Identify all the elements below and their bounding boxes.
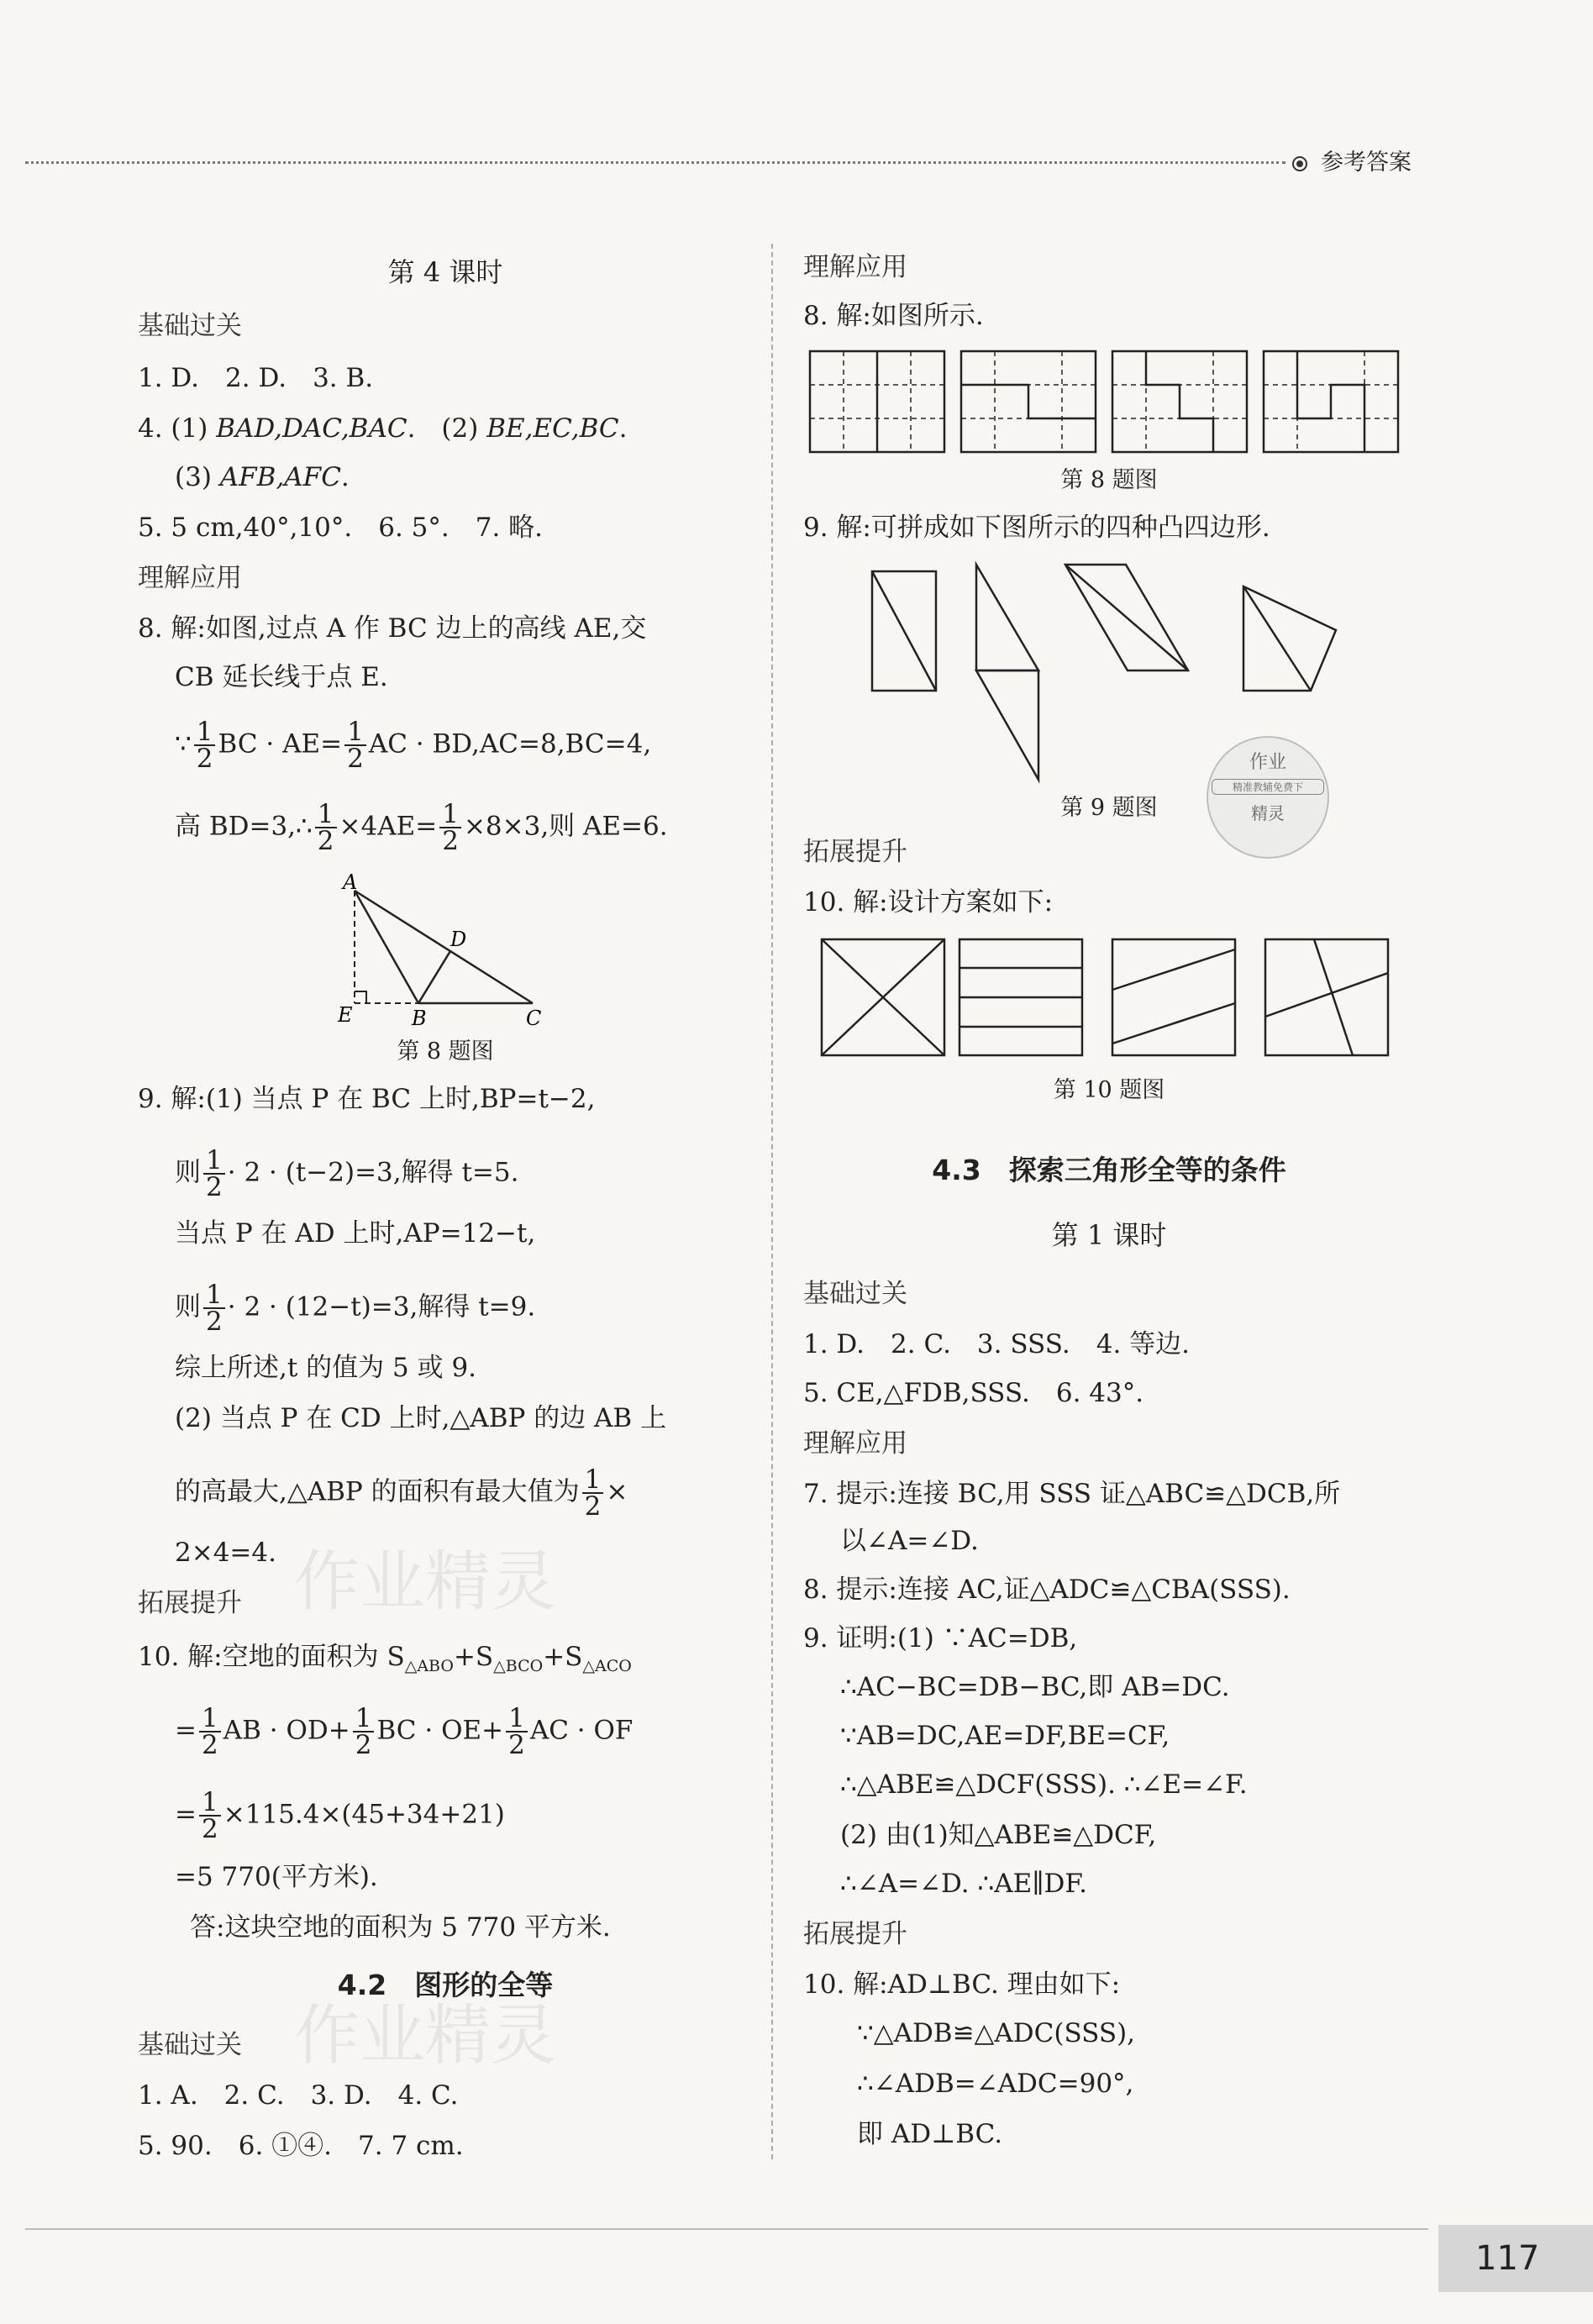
label-e: E (338, 1003, 353, 1027)
text: . (340, 462, 350, 492)
figure-10-designs (815, 934, 1403, 1060)
label-a: A (343, 870, 358, 894)
target-icon (1292, 156, 1307, 171)
fraction-half (199, 1787, 221, 1844)
text: (3) (175, 462, 220, 492)
fraction-half (582, 1464, 604, 1522)
fraction-half (203, 1280, 225, 1337)
text: × (606, 1476, 628, 1507)
watermark: 作业精灵 (294, 1544, 557, 1620)
denominator: 2 (206, 1307, 223, 1337)
answer-line: 9. 解:可拼成如下图所示的四种凸四边形. (803, 513, 1270, 543)
answer-line: ∵△ADB≌△ADC(SSS), (857, 2018, 1136, 2048)
answer-line: ∴∠A=∠D. ∴AE∥DF. (840, 1869, 1087, 1899)
answer-line: CB 延长线于点 E. (175, 662, 388, 692)
section-heading-4-2: 4.2 图形的全等 (337, 1969, 554, 2001)
denominator: 2 (317, 826, 334, 856)
section-basic: 基础过关 (138, 2030, 242, 2060)
section-basic: 基础过关 (803, 1279, 907, 1309)
text: · 2 · (t−2)=3,解得 t=5. (227, 1157, 519, 1188)
answer-line: 9. 证明:(1) ∵AC=DB, (803, 1623, 1078, 1654)
answer-line: 5. CE,△FDB,SSS. 6. 43°. (803, 1378, 1144, 1408)
answer-line: 以∠A=∠D. (840, 1526, 979, 1556)
shape-parallelogram (1065, 565, 1188, 670)
numerator: 1 (506, 1706, 528, 1732)
text: BAD,DAC,BAC (216, 413, 407, 444)
grid-3 (1112, 351, 1247, 452)
answer-line: 2×4=4. (175, 1538, 276, 1568)
section-apply: 理解应用 (138, 563, 242, 593)
numerator: 1 (582, 1467, 604, 1494)
denominator: 2 (206, 1172, 223, 1202)
answer-line: 10. 解:设计方案如下: (803, 887, 1054, 918)
denominator: 2 (442, 826, 459, 856)
text: AC · OF (529, 1715, 634, 1746)
fraction-half (199, 1703, 221, 1760)
section-extend: 拓展提升 (803, 837, 907, 867)
shape-kite (1243, 586, 1336, 691)
numerator: 1 (199, 1790, 221, 1817)
answer-line: 1. A. 2. C. 3. D. 4. C. (138, 2080, 459, 2111)
label-c: C (526, 1007, 542, 1030)
text: 则 (175, 1157, 201, 1188)
answer-line: 8. 提示:连接 AC,证△ADC≌△CBA(SSS). (803, 1575, 1291, 1605)
answer-line: 7. 提示:连接 BC,用 SSS 证△ABC≌△DCB,所 (803, 1479, 1341, 1509)
section-extend: 拓展提升 (138, 1588, 242, 1618)
subscript: △ACO (582, 1657, 632, 1676)
fraction-half (194, 717, 216, 774)
side-ac (355, 891, 533, 1003)
grid-4 (1264, 351, 1398, 452)
text: ×8×3,则 AE=6. (463, 811, 668, 842)
text: AC · BD,AC=8,BC=4, (368, 728, 652, 760)
section-apply: 理解应用 (803, 252, 907, 282)
subscript: △ABO (404, 1657, 454, 1676)
answer-line: (2) 由(1)知△ABE≌△DCF, (840, 1820, 1157, 1850)
numerator: 1 (203, 1148, 225, 1175)
fraction-half (344, 717, 366, 774)
fraction-half (203, 1145, 225, 1202)
answer-line: 1. D. 2. D. 3. B. (138, 363, 374, 393)
text: AFB,AFC (219, 462, 341, 492)
stamp-text: 精准教辅免费下 (1212, 779, 1324, 795)
answer-line: 5. 5 cm,40°,10°. 6. 5°. 7. 略. (138, 513, 544, 543)
fraction-half (506, 1703, 528, 1760)
label-d: D (450, 928, 467, 951)
shape-triangle-stack (976, 565, 1038, 780)
fraction-half (353, 1703, 375, 1760)
answer-line: 8. 解:如图,过点 A 作 BC 边上的高线 AE,交 (138, 613, 647, 644)
numerator: 1 (199, 1706, 221, 1732)
text: 10. 解:空地的面积为 S (138, 1642, 405, 1672)
text: BC · AE= (218, 728, 343, 760)
right-angle-mark (355, 991, 366, 1003)
figure-caption: 第 8 题图 (1060, 467, 1158, 493)
figure-caption: 第 9 题图 (1060, 795, 1158, 821)
answer-line: ∴AC−BC=DB−BC,即 AB=DC. (840, 1672, 1230, 1702)
denominator: 2 (584, 1491, 602, 1522)
text: 高 BD=3,∴ (175, 811, 313, 842)
answer-line (175, 1145, 519, 1202)
answer-line (138, 410, 628, 447)
fraction-half (439, 799, 461, 856)
numerator: 1 (353, 1706, 375, 1732)
design-1 (822, 939, 944, 1055)
answer-line: 当点 P 在 AD 上时,AP=12−t, (175, 1218, 536, 1249)
answer-line: 5. 90. 6. ①④. 7. 7 cm. (138, 2131, 464, 2161)
answer-line: 8. 解:如图所示. (803, 301, 984, 331)
text: . (2) (407, 413, 487, 444)
answer-line: (2) 当点 P 在 CD 上时,△ABP 的边 AB 上 (175, 1403, 667, 1433)
numerator: 1 (315, 802, 337, 828)
section-apply: 理解应用 (803, 1428, 907, 1459)
watermark: 作业精灵 (294, 1998, 557, 2074)
label-b: B (412, 1007, 427, 1030)
numerator: 1 (203, 1282, 225, 1309)
answer-line: ∵AB=DC,AE=DF,BE=CF, (840, 1721, 1170, 1751)
answer-line (175, 1464, 628, 1522)
lesson-title: 第 1 课时 (1051, 1219, 1167, 1251)
answer-line (175, 459, 350, 496)
denominator: 2 (201, 1730, 218, 1760)
segment-bd (418, 951, 450, 1003)
text: ×4AE= (339, 811, 438, 842)
shape-rectangle (872, 571, 936, 691)
header-dotted-rule (25, 161, 1285, 164)
answer-line (175, 799, 668, 856)
lesson-title: 第 4 课时 (387, 256, 503, 288)
section-extend: 拓展提升 (803, 1919, 907, 1949)
answer-line: 9. 解:(1) 当点 P 在 BC 上时,BP=t−2, (138, 1084, 596, 1114)
text: 则 (175, 1291, 201, 1322)
answer-line: 答:这块空地的面积为 5 770 平方米. (190, 1912, 611, 1943)
answer-line: 10. 解:AD⊥BC. 理由如下: (803, 1969, 1121, 2000)
side-ab (355, 891, 418, 1003)
design-3 (1112, 939, 1235, 1055)
stamp-text: 作业 (1249, 752, 1286, 773)
page-number: 117 (1475, 2239, 1540, 2278)
answer-line: ∴∠ADB=∠ADC=90°, (857, 2069, 1134, 2099)
text: 的高最大,△ABP 的面积有最大值为 (175, 1476, 580, 1507)
subscript: △BCO (493, 1657, 544, 1676)
answer-line: 10. 解:空地的面积为 $S_{\triangle ABO}+S_{\triangle BCO}+S_{\triangle ACO}$ (138, 1642, 632, 1676)
text: = (175, 1715, 197, 1746)
text: = (175, 1799, 197, 1830)
answer-line (175, 717, 652, 774)
design-4 (1265, 939, 1388, 1055)
numerator: 1 (439, 802, 461, 828)
text: BE,EC,BC (486, 413, 619, 444)
answer-line: =5 770(平方米). (175, 1862, 378, 1892)
text: ×115.4×(45+34+21) (223, 1799, 505, 1830)
text: BC · OE+ (376, 1715, 504, 1746)
answer-line: ∴△ABE≌△DCF(SSS). ∴∠E=∠F. (840, 1769, 1248, 1800)
design-2 (959, 939, 1082, 1055)
denominator: 2 (201, 1814, 218, 1844)
answer-line: 即 AD⊥BC. (857, 2119, 1003, 2149)
answer-line (175, 1703, 634, 1760)
grid-2 (961, 351, 1096, 452)
denominator: 2 (508, 1730, 525, 1760)
numerator: 1 (194, 719, 216, 746)
figure-8-triangle (328, 865, 563, 1033)
header-label: 参考答案 (1321, 150, 1412, 176)
answer-line: 1. D. 2. C. 3. SSS. 4. 等边. (803, 1329, 1191, 1359)
figure-caption: 第 8 题图 (397, 1038, 494, 1065)
text: 4. (1) (138, 413, 217, 444)
grid-1 (810, 351, 944, 452)
figure-8-grids (807, 348, 1412, 457)
section-heading-4-3: 4.3 探索三角形全等的条件 (932, 1154, 1286, 1186)
text: . (618, 413, 628, 444)
denominator: 2 (196, 744, 213, 774)
column-divider (771, 244, 773, 2159)
text: · 2 · (12−t)=3,解得 t=9. (227, 1291, 536, 1322)
stamp-text: 精灵 (1251, 803, 1285, 823)
text: ∵ (175, 728, 192, 760)
figure-caption: 第 10 题图 (1053, 1077, 1165, 1103)
footer-rule (25, 2228, 1428, 2230)
text: AB · OD+ (223, 1715, 350, 1746)
fraction-half (315, 799, 337, 856)
answer-line (175, 1280, 536, 1337)
denominator: 2 (355, 1730, 372, 1760)
answer-line: 综上所述,t 的值为 5 或 9. (175, 1353, 477, 1383)
section-basic: 基础过关 (138, 311, 242, 341)
answer-line (175, 1787, 505, 1844)
denominator: 2 (347, 744, 364, 774)
numerator: 1 (344, 719, 366, 746)
